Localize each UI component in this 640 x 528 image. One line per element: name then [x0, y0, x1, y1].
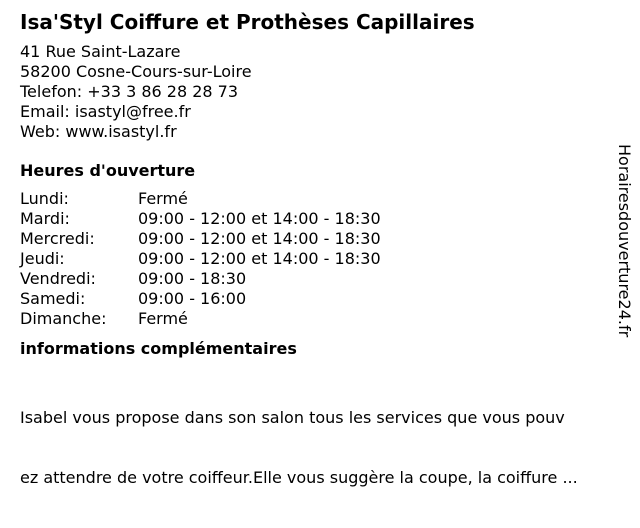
additional-info-heading: informations complémentaires — [20, 339, 297, 358]
hours-value: Fermé — [138, 309, 188, 328]
opening-hours-heading: Heures d'ouverture — [20, 161, 196, 180]
day-label: Lundi: — [20, 189, 69, 208]
website-address: Web: www.isastyl.fr — [20, 122, 177, 141]
opening-hours-list — [20, 189, 612, 329]
hours-row-friday — [20, 269, 612, 289]
business-info-card — [20, 8, 612, 528]
hours-row-wednesday — [20, 229, 612, 249]
business-description — [20, 368, 612, 528]
city-address: 58200 Cosne-Cours-sur-Loire — [20, 62, 252, 81]
business-name: Isa'Styl Coiffure et Prothèses Capillaires — [20, 10, 475, 34]
hours-row-tuesday — [20, 209, 612, 229]
site-watermark — [612, 136, 636, 346]
day-label: Dimanche: — [20, 309, 107, 328]
hours-row-thursday — [20, 249, 612, 269]
hours-row-sunday — [20, 309, 612, 329]
hours-value: 09:00 - 16:00 — [138, 289, 247, 308]
description-line: Isabel vous propose dans son salon tous les services que vous pouv — [20, 408, 565, 427]
email-address: Email: isastyl@free.fr — [20, 102, 191, 121]
hours-row-monday — [20, 189, 612, 209]
site-watermark-text: Horairesdouverture24.fr — [615, 144, 634, 338]
phone-number: Telefon: +33 3 86 28 28 73 — [20, 82, 239, 101]
day-label: Jeudi: — [20, 249, 65, 268]
day-label: Samedi: — [20, 289, 86, 308]
day-label: Mercredi: — [20, 229, 95, 248]
hours-value: 09:00 - 18:30 — [138, 269, 247, 288]
hours-row-saturday — [20, 289, 612, 309]
hours-value: Fermé — [138, 189, 188, 208]
day-label: Vendredi: — [20, 269, 96, 288]
contact-details — [20, 42, 612, 142]
street-address: 41 Rue Saint-Lazare — [20, 42, 181, 61]
hours-value: 09:00 - 12:00 et 14:00 - 18:30 — [138, 249, 381, 268]
description-line: ez attendre de votre coiffeur.Elle vous suggère la coupe, la coiffure ... — [20, 468, 578, 487]
hours-value: 09:00 - 12:00 et 14:00 - 18:30 — [138, 209, 381, 228]
day-label: Mardi: — [20, 209, 70, 228]
hours-value: 09:00 - 12:00 et 14:00 - 18:30 — [138, 229, 381, 248]
